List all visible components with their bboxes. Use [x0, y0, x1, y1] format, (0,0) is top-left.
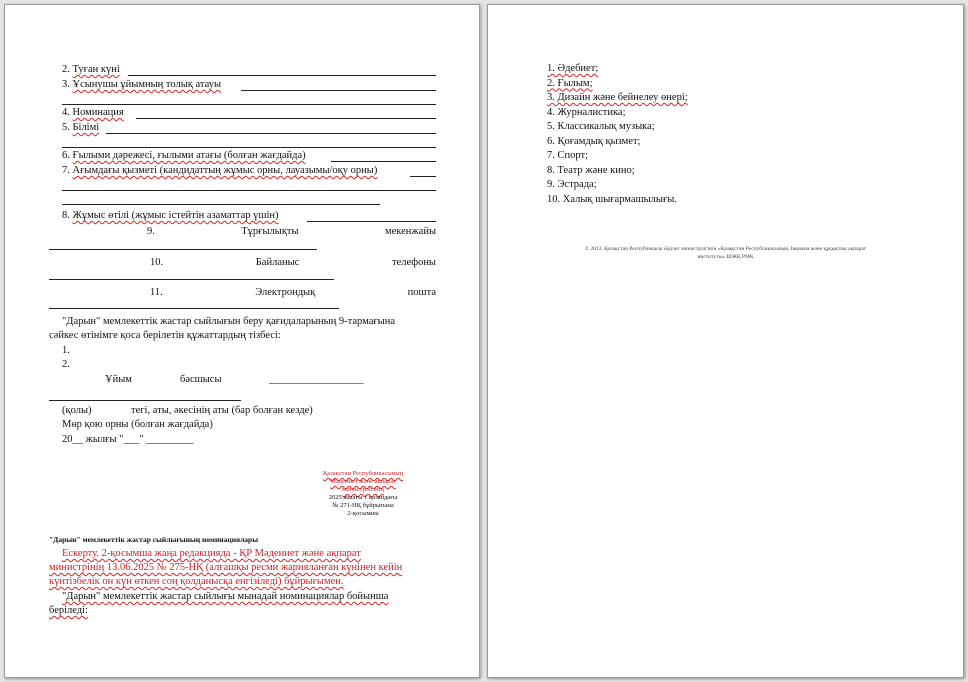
sign-caption: (қолы) [62, 405, 92, 416]
list-item: 1. Әдебиет; [547, 63, 599, 74]
date-line: 20__ жылғы "___" _________ [62, 434, 194, 445]
note-line-3: күнтізбелік он күн өткен соң қолданысқа енгізіледі) бұйрығымен. [49, 576, 344, 587]
field-nomination: 4. Номинация [62, 107, 124, 118]
copyright-footer: © 2012. Қазақстан Республикасы Әділет министрлігінің «Қазақстан Республикасының Заңнама және құқықтық ақпарат институты» ШЖҚ РМК [584, 246, 867, 260]
field-line [49, 279, 334, 280]
list-item: 8. Театр және кино; [547, 164, 635, 176]
field-line [136, 118, 436, 119]
stamp-place: Мөр қою орны (болған жағдайда) [62, 419, 213, 430]
document-item: 1. [62, 345, 70, 356]
awarded-line-1: "Дарын" мемлекеттік жастар сыйлығы мынадай номинациялар бойынша [62, 591, 389, 602]
field-address: 9. Тұрғылықты мекенжайы [147, 226, 436, 237]
document-page-left [4, 4, 480, 678]
field-phone: 10. Байланыс телефоны [150, 257, 436, 268]
field-line [106, 133, 436, 134]
field-degree: 6. Ғылыми дәрежесі, ғылыми атағы (болған жағдайда) [62, 150, 306, 161]
appendix-reference: Қазақстан Республикасының Мәдениет және ақпарат министрлігінің 2025 жылғы 1 қазандағы № 271-НҚ бұйрығына 2-қосымша [322, 470, 404, 517]
nominations-heading: "Дарын" мемлекеттік жастар сыйлығының номинациялары [49, 535, 259, 544]
field-line [49, 249, 317, 250]
field-current-activity: 7. Ағымдағы қызметі (кандидаттың жұмыс орны, лауазымы/оқу орны) [62, 165, 378, 176]
head-signature-line: __________________ [269, 374, 364, 385]
field-line [241, 90, 436, 91]
field-organization: 3. Ұсынушы ұйымның толық атауы [62, 79, 222, 90]
note-line-2: министрінің 13.06.2025 № 275-НҚ (алғашқы ресми жарияланған күнінен кейін [49, 562, 403, 573]
list-item: 7. Спорт; [547, 150, 588, 161]
head-label-1: Ұйым [105, 374, 132, 385]
list-item: 6. Қоғамдық қызмет; [547, 135, 641, 147]
list-item: 9. Эстрада; [547, 179, 597, 190]
field-line [307, 221, 436, 222]
field-experience: 8. Жұмыс өтілі (жұмыс істейтін азаматтар үшін) [62, 210, 279, 221]
head-label-2: басшысы [180, 374, 222, 385]
document-item: 2. [62, 359, 70, 370]
field-line [49, 308, 339, 309]
document-page-right [487, 4, 964, 678]
name-caption: тегі, аты, әкесінің аты (бар болған кезде) [131, 405, 313, 416]
list-item: 4. Журналистика; [547, 106, 626, 118]
signature-line [49, 400, 241, 401]
field-line [331, 161, 436, 162]
field-line [62, 190, 436, 191]
list-item: 3. Дизайн және бейнелеу өнері; [547, 92, 688, 103]
list-item: 10. Халық шығармашылығы. [547, 193, 677, 205]
field-line [128, 75, 436, 76]
field-line [62, 147, 436, 148]
field-line [410, 176, 436, 177]
field-line [62, 104, 436, 105]
field-education: 5. Білімі [62, 122, 100, 133]
field-line [62, 204, 380, 205]
documents-intro-cont: сәйкес өтінімге қоса берілетін құжаттардың тізбесі: [49, 330, 281, 341]
awarded-line-2: беріледі: [49, 605, 88, 616]
note-line-1: Ескерту. 2-қосымша жаңа редакцияда - ҚР Мәдениет және ақпарат [62, 548, 361, 559]
nominations-list [547, 62, 688, 206]
documents-intro: "Дарын" мемлекеттік жастар сыйлығын беру қағидаларының 9-тармағына [62, 316, 396, 327]
field-email: 11. Электрондық пошта [150, 287, 436, 298]
field-birthdate: 2. Туған күні [62, 64, 120, 75]
list-item: 2. Ғылым; [547, 77, 593, 89]
list-item: 5. Классикалық музыка; [547, 121, 655, 132]
